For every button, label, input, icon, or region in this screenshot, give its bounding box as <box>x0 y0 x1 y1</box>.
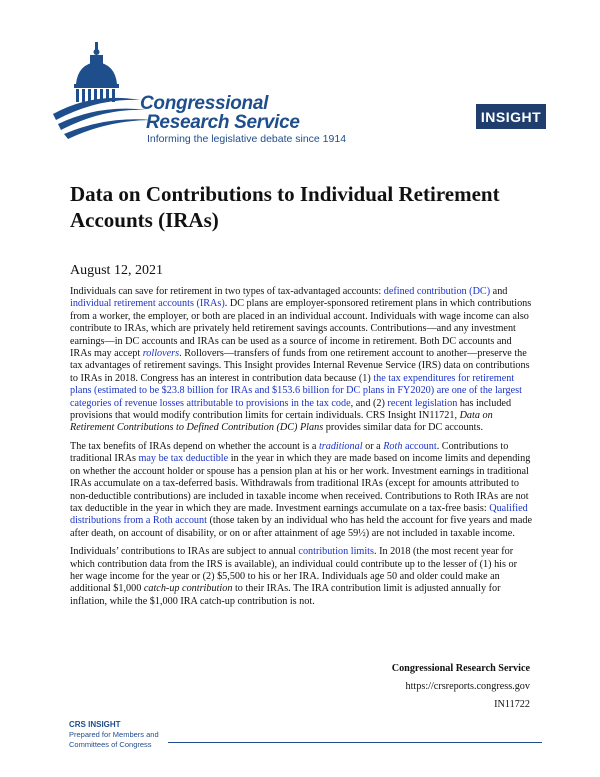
body-text-run: catch-up contribution <box>143 583 233 595</box>
body-text-run: The tax benefits of IRAs depend on whether the account is a <box>70 440 319 452</box>
inline-link[interactable]: Qualified distributions from a Roth account <box>70 502 528 527</box>
body-paragraph <box>70 286 532 435</box>
body-text-run: or a <box>362 440 384 452</box>
body-text-run: in the year in which they are made based on income limits and depending on whether the account holder or spouse has a pension plan at his or her work. Investment earnings in traditional IRAs accumulate on a tax-deferred basis. Withdrawals from traditional IRAs (except for amounts attributed to non-deductible contributions) are included in taxable income when received. Contributions to Roth IRAs are not tax deductible in the year in which they are made. Investment earnings accumulate on a tax-free basis: <box>70 453 531 514</box>
body-text-run: , and (2) <box>350 397 388 409</box>
publication-date: August 12, 2021 <box>70 263 163 278</box>
body-text-run: Individuals can save for retirement in two types of tax-advantaged accounts: <box>70 286 384 297</box>
insight-badge: INSIGHT <box>476 104 546 129</box>
inline-link[interactable]: may be tax deductible <box>138 453 229 465</box>
logo-line2: Research Service <box>146 112 300 133</box>
inline-link[interactable]: individual retirement accounts (IRAs) <box>70 298 225 310</box>
report-body <box>70 286 532 614</box>
crs-wordmark <box>140 94 346 145</box>
footer-brand: CRS INSIGHT <box>69 720 121 729</box>
body-text-run: provides similar data for DC accounts. <box>323 422 484 434</box>
body-paragraph <box>70 546 532 608</box>
body-text-run: has included provisions that would modify contribution limits for certain individuals. CRS Insight IN11721, <box>70 397 512 422</box>
footer-divider <box>168 742 542 743</box>
body-text-run: to their IRAs. The IRA contribution limit is adjusted annually for inflation, while the $1,000 IRA catch-up contribution is not. <box>70 583 501 607</box>
inline-link[interactable]: traditional <box>318 440 363 452</box>
inline-link[interactable]: Roth <box>383 440 403 452</box>
logo-tagline: Informing the legislative debate since 1914 <box>147 133 347 145</box>
footer-url-link[interactable]: https://crsreports.congress.gov <box>405 681 530 692</box>
body-text-run: and <box>490 286 508 297</box>
inline-link[interactable]: recent legislation <box>387 397 458 409</box>
inline-link[interactable]: rollovers <box>142 348 180 360</box>
inline-link[interactable]: defined contribution (DC) <box>383 286 491 297</box>
logo-line1: Congressional <box>140 93 269 114</box>
body-text-run: Individuals’ contributions to IRAs are subject to annual <box>70 546 299 558</box>
body-paragraph <box>70 441 532 540</box>
body-text-run: (those taken by an individual who has held the account for five years and made after death, on account of disability, or on or after attainment of age 59½) are not included in taxable income. <box>70 515 532 539</box>
crs-insight-footer <box>69 720 159 750</box>
inline-link[interactable]: contribution limits <box>298 546 374 558</box>
body-text-run: Data on Retirement Contributions to Defined Contribution (DC) Plans <box>70 410 493 434</box>
footer-org: Congressional Research Service <box>391 663 530 674</box>
page-title: Data on Contributions to Individual Retirement Accounts (IRAs) <box>70 182 500 232</box>
report-footer <box>392 660 530 714</box>
body-text-run: . Rollovers—transfers of funds from one retirement account to another—preserve the tax advantages of retirement savings. This Insight provides Internal Revenue Service (IRS) data on contributions to IRAs in 2018. Congress has an interest in contribution data because (1) <box>70 348 530 384</box>
footer-report-code: IN11722 <box>494 699 530 710</box>
body-text-run: . Contributions to traditional IRAs <box>70 440 509 465</box>
footer-prepared-line2: Committees of Congress <box>69 740 152 749</box>
footer-prepared-line1: Prepared for Members and <box>69 730 159 739</box>
inline-link[interactable]: account <box>402 440 437 452</box>
body-text-run: . DC plans are employer-sponsored retirement plans in which contributions from a worker, the employer, or both are placed in an individual account. Individuals with wage income can also contribute to IRAs, which are privately held retirement savings accounts. Contributions—and any investment earnings—in DC accounts and IRAs can be used as a source of income in retirement. Both DC accounts and IRAs may accept <box>70 298 532 360</box>
inline-link[interactable]: the tax expenditures for retirement plans (estimated to be $23.8 billion for IRAs and $153.6 billion for DC plans in FY2020) are one of the largest categories of revenue losses attributable to provisions in the tax code <box>70 372 522 409</box>
body-text-run: . In 2018 (the most recent year for which contribution data from the IRS is available), an individual could contribute up to the lesser of (1) his or her wage income for the year or (2) $5,500 to his or her IRA. Individuals age 50 and older could make an additional $1,000 <box>70 546 518 595</box>
